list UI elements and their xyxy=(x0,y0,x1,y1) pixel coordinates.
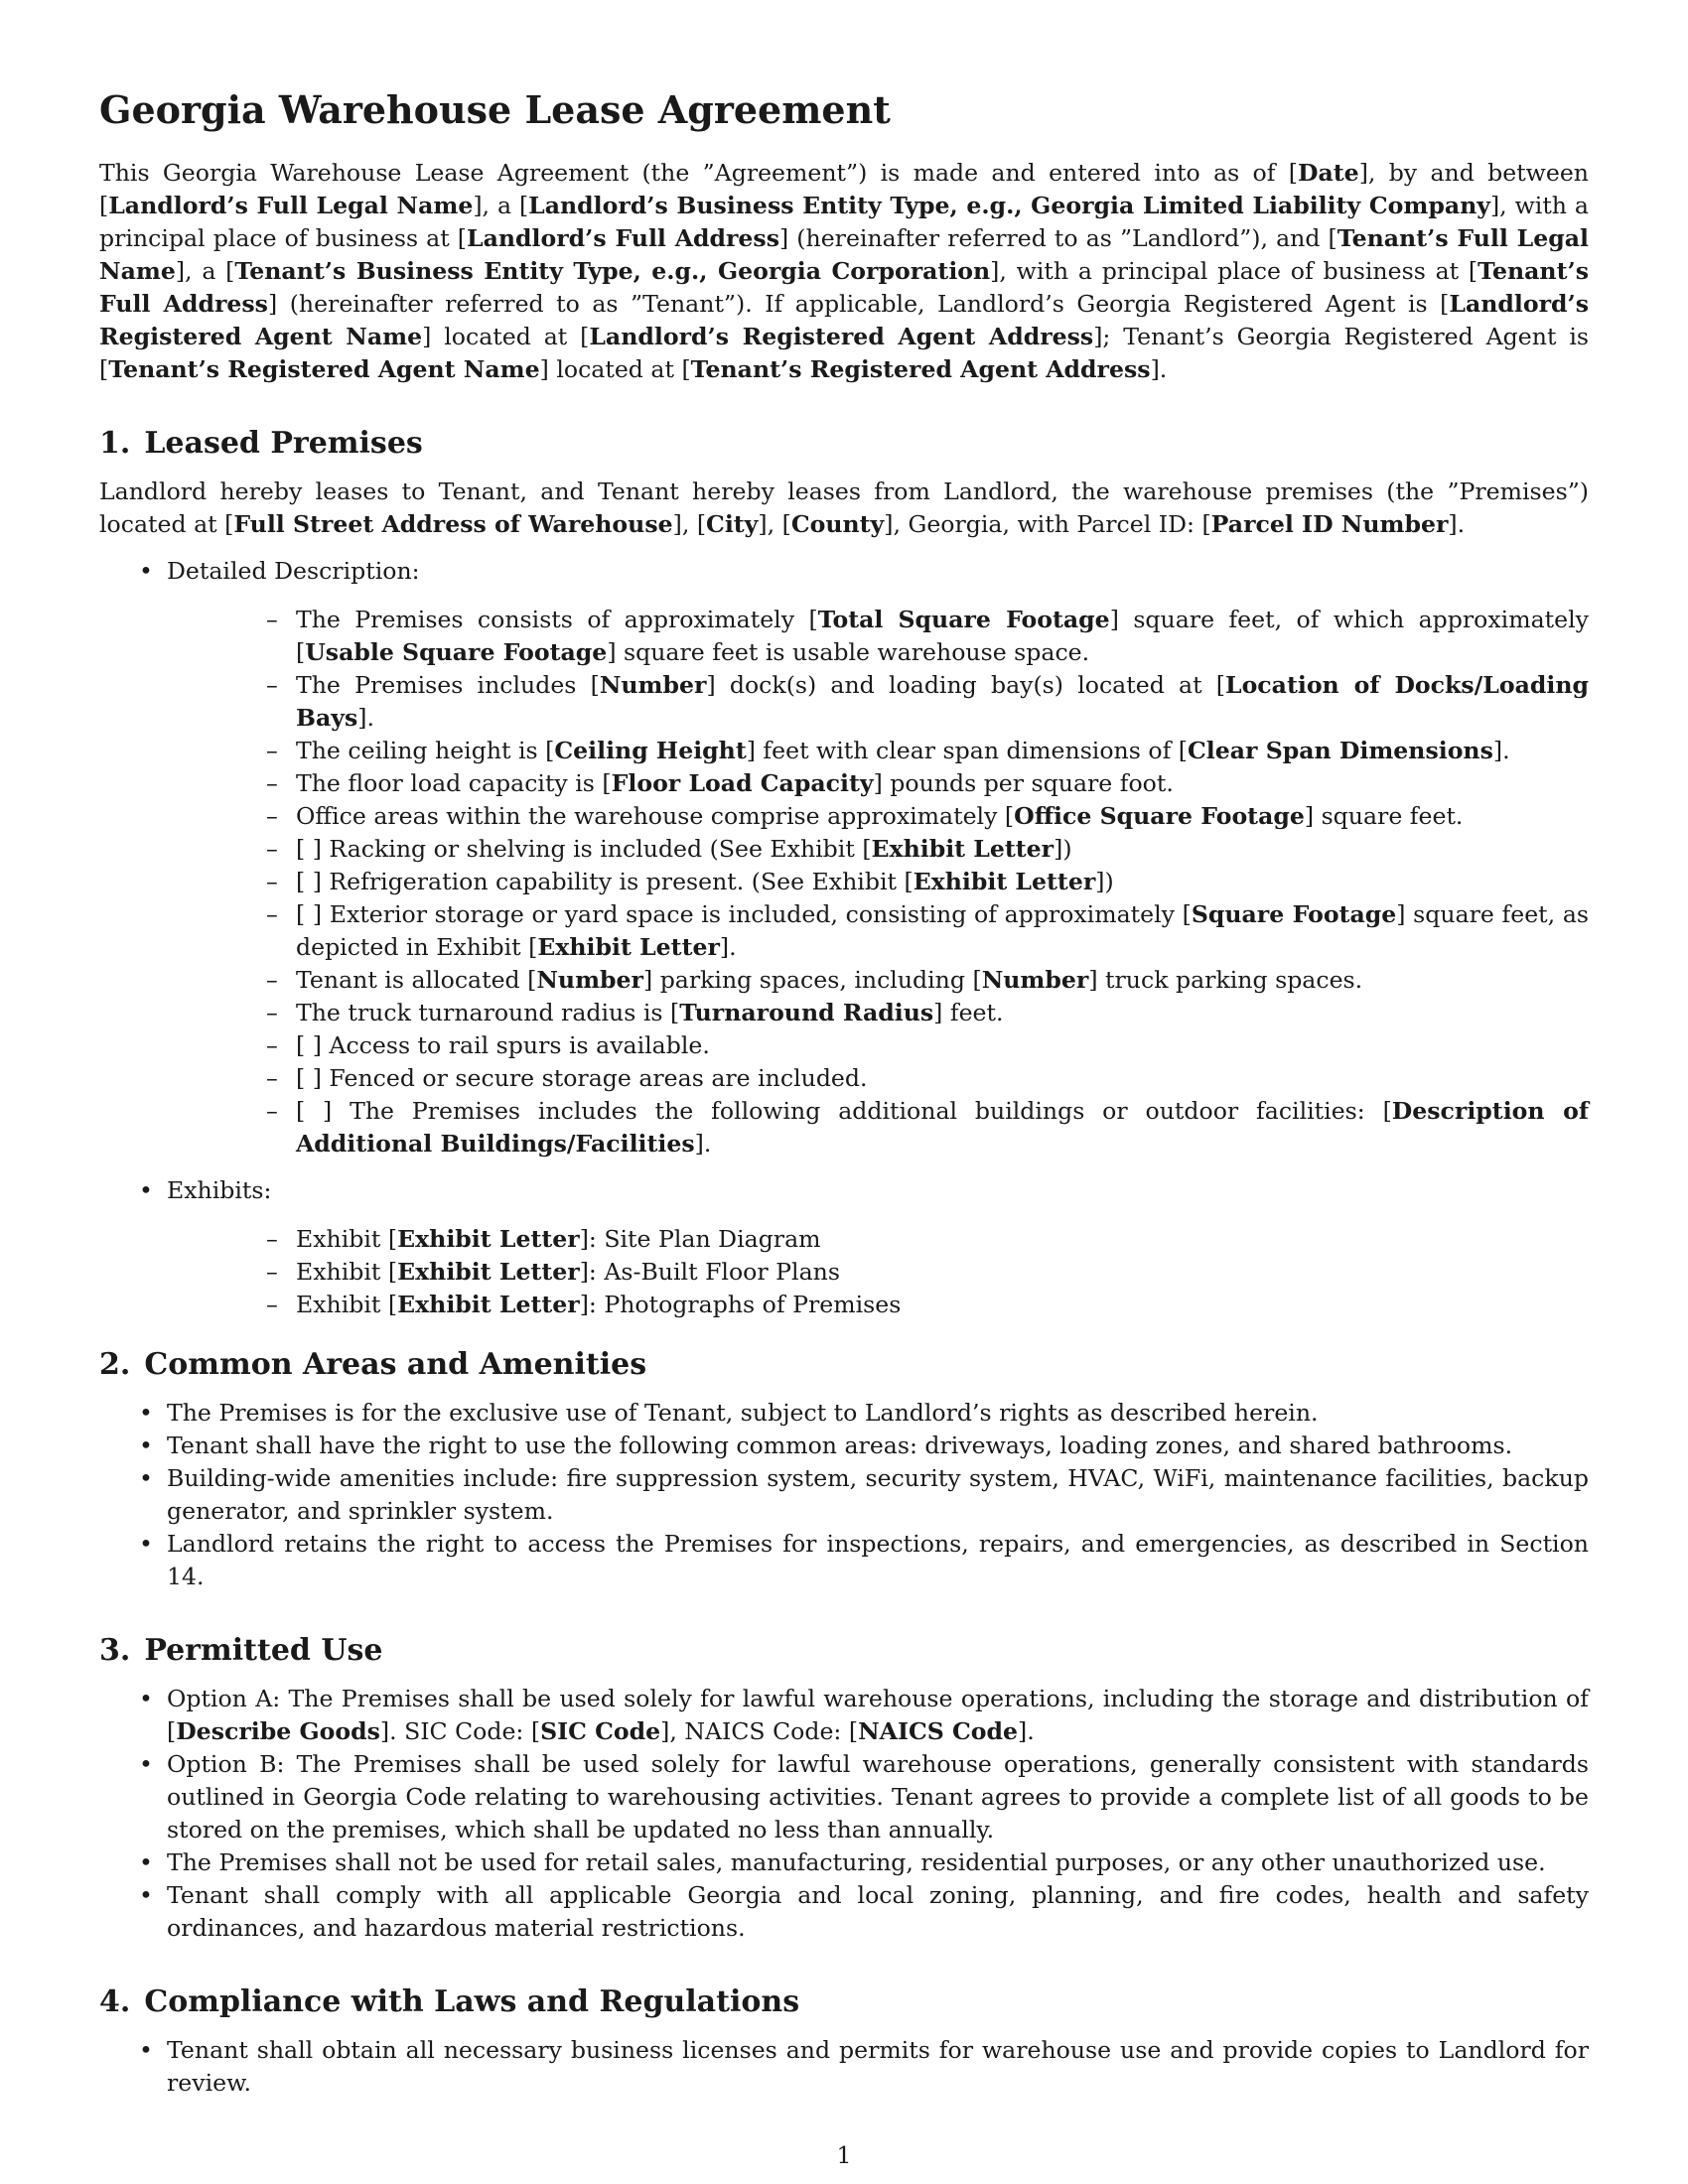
text-run: [ ] Exterior storage or yard space is included, consisting of approximately [ xyxy=(296,899,1192,928)
text-run: ], with a principal place of business at [ xyxy=(990,256,1478,285)
list-item xyxy=(167,898,1589,964)
text-run: ] located at [ xyxy=(422,322,590,350)
list-item xyxy=(167,604,1589,669)
compliance-list xyxy=(99,2034,1589,2100)
text-run: ] feet with clear span dimensions of [ xyxy=(746,736,1189,764)
text-run: The Premises consists of approximately [ xyxy=(296,605,818,633)
list-item xyxy=(99,1879,1589,1945)
text-run: The Premises includes [ xyxy=(296,670,600,699)
text-run: ]. xyxy=(357,703,374,732)
placeholder-field: Date xyxy=(1298,158,1359,187)
list-item xyxy=(167,997,1589,1029)
section-heading xyxy=(99,426,1589,462)
placeholder-field: Number xyxy=(981,965,1089,994)
placeholder-field: Clear Span Dimensions xyxy=(1188,736,1493,764)
section-common-areas xyxy=(99,1347,1589,1593)
text-run: Landlord retains the right to access the Premises for inspections, repairs, and emergencies, as described in Section 14. xyxy=(167,1529,1589,1590)
text-run: ]. xyxy=(694,1129,712,1158)
section-heading xyxy=(99,1984,1589,2020)
text-run: ] dock(s) and loading bay(s) located at [ xyxy=(706,670,1225,699)
text-run: Tenant is allocated [ xyxy=(296,965,537,994)
text-run: The ceiling height is [ xyxy=(296,736,555,764)
placeholder-field: Exhibit Letter xyxy=(871,834,1055,863)
text-run: ]) xyxy=(1095,867,1114,895)
text-run: The Premises shall not be used for retail sales, manufacturing, residential purposes, or any other unauthorized use. xyxy=(167,1847,1546,1876)
list-item xyxy=(167,1062,1589,1095)
text-run: [ ] Access to rail spurs is available. xyxy=(296,1030,710,1059)
text-run: Landlord hereby leases to Tenant, and Tenant hereby leases from Landlord, the warehouse premises (the ”Premises”) located at [ xyxy=(99,477,1589,538)
text-run: ]: As-Built Floor Plans xyxy=(579,1257,840,1286)
text-run: ] pounds per square foot. xyxy=(873,768,1174,797)
document-page xyxy=(99,87,1589,2100)
text-run: ] located at [ xyxy=(539,354,691,383)
text-run: ], [ xyxy=(758,509,791,538)
list-item xyxy=(167,866,1589,898)
placeholder-field: Exhibit Letter xyxy=(537,932,720,961)
placeholder-field: Office Square Footage xyxy=(1014,801,1305,830)
list-item xyxy=(167,735,1589,767)
placeholder-field: Location of Docks/Loading Bays xyxy=(296,670,1589,732)
text-run: The Premises is for the exclusive use of Tenant, subject to Landlord’s rights as described herein. xyxy=(167,1398,1319,1427)
list-item xyxy=(99,1397,1589,1430)
placeholder-field: Exhibit Letter xyxy=(913,867,1096,895)
placeholder-field: Landlord’s Full Legal Name xyxy=(108,191,474,219)
text-run: ]. xyxy=(719,932,737,961)
text-run: ]; Tenant’s Georgia Registered Agent is [ xyxy=(99,322,1589,383)
placeholder-field: Describe Goods xyxy=(176,1716,380,1745)
text-run: ] (hereinafter referred to as ”Tenant”). If applicable, Landlord’s Georgia Registered Agent is [ xyxy=(267,289,1450,318)
premises-list xyxy=(99,555,1589,1321)
list-item xyxy=(167,669,1589,735)
premises-paragraph xyxy=(99,476,1589,541)
text-run: [ ] Fenced or secure storage areas are included. xyxy=(296,1063,868,1092)
list-item xyxy=(99,1528,1589,1593)
text-run: The floor load capacity is [ xyxy=(296,768,612,797)
list-item xyxy=(99,1430,1589,1462)
text-run: [ ] Refrigeration capability is present. (See Exhibit [ xyxy=(296,867,914,895)
placeholder-field: Exhibit Letter xyxy=(397,1224,580,1253)
placeholder-field: City xyxy=(706,509,759,538)
list-item xyxy=(167,800,1589,833)
text-run: ] feet. xyxy=(933,998,1004,1026)
placeholder-field: Total Square Footage xyxy=(817,605,1110,633)
text-run: ]: Site Plan Diagram xyxy=(579,1224,821,1253)
text-run: Exhibit [ xyxy=(296,1257,398,1286)
text-run: This Georgia Warehouse Lease Agreement (the ”Agreement”) is made and entered into as of [ xyxy=(99,158,1299,187)
text-run: Option A: The Premises shall be used solely for lawful warehouse operations, including the storage and distribution of [ xyxy=(167,1684,1589,1745)
list-item xyxy=(99,1462,1589,1528)
placeholder-field: Tenant’s Full Legal Name xyxy=(99,223,1589,285)
document-title: Georgia Warehouse Lease Agreement xyxy=(99,87,891,132)
text-run: ] truck parking spaces. xyxy=(1088,965,1363,994)
text-run: [ ] The Premises includes the following additional buildings or outdoor facilities: [ xyxy=(296,1096,1392,1125)
list-item xyxy=(167,1289,1589,1321)
text-run: Building-wide amenities include: fire suppression system, security system, HVAC, WiFi, maintenance facilities, backup generator, and sprinkler system. xyxy=(167,1463,1589,1525)
placeholder-field: Tenant’s Registered Agent Address xyxy=(690,354,1151,383)
text-run: The truck turnaround radius is [ xyxy=(296,998,680,1026)
page-number: 1 xyxy=(836,2141,852,2169)
placeholder-field: SIC Code xyxy=(540,1716,661,1745)
list-item xyxy=(99,2034,1589,2100)
section-number: 1. xyxy=(99,425,131,461)
placeholder-field: Tenant’s Registered Agent Name xyxy=(108,354,540,383)
text-run: ]. xyxy=(1492,736,1510,764)
section-title: Leased Premises xyxy=(144,425,423,461)
section-title: Permitted Use xyxy=(144,1632,383,1668)
placeholder-field: Exhibit Letter xyxy=(397,1290,580,1318)
list-item xyxy=(167,1223,1589,1256)
text-run: Tenant shall have the right to use the following common areas: driveways, loading zones, and shared bathrooms. xyxy=(167,1431,1513,1459)
section-compliance xyxy=(99,1984,1589,2100)
placeholder-field: Landlord’s Registered Agent Address xyxy=(589,322,1094,350)
text-run: Office areas within the warehouse comprise approximately [ xyxy=(296,801,1015,830)
placeholder-field: Square Footage xyxy=(1191,899,1397,928)
text-run: Exhibit [ xyxy=(296,1290,398,1318)
text-run: ], a [ xyxy=(473,191,529,219)
section-heading xyxy=(99,1633,1589,1669)
list-item xyxy=(99,1683,1589,1748)
text-run: ] (hereinafter referred to as ”Landlord”), and [ xyxy=(779,223,1337,252)
text-run: ], a [ xyxy=(175,256,235,285)
text-run: Exhibit [ xyxy=(296,1224,398,1253)
description-list xyxy=(167,604,1589,1160)
placeholder-field: County xyxy=(790,509,885,538)
detailed-description-label: Detailed Description: xyxy=(167,556,420,585)
permitted-use-list xyxy=(99,1683,1589,1945)
placeholder-field: Floor Load Capacity xyxy=(611,768,874,797)
exhibits-list xyxy=(167,1223,1589,1321)
placeholder-field: Tenant’s Business Entity Type, e.g., Georgia Corporation xyxy=(234,256,991,285)
list-item xyxy=(167,833,1589,866)
placeholder-field: Parcel ID Number xyxy=(1210,509,1449,538)
placeholder-field: Full Street Address of Warehouse xyxy=(233,509,673,538)
placeholder-field: Number xyxy=(599,670,707,699)
section-number: 4. xyxy=(99,1983,131,2019)
text-run: ], [ xyxy=(672,509,707,538)
text-run: ]) xyxy=(1054,834,1072,863)
text-run: ]. xyxy=(1018,1716,1035,1745)
text-run: Option B: The Premises shall be used solely for lawful warehouse operations, generally consistent with standards outlined in Georgia Code relating to warehousing activities. Tenant agrees to provide a complete list of all goods to be stored on the premises, which shall be updated no less than annually. xyxy=(167,1749,1589,1843)
text-run: ], with a principal place of business at [ xyxy=(99,191,1589,252)
text-run: ], by and between [ xyxy=(99,158,1589,219)
list-item xyxy=(167,1256,1589,1289)
section-leased-premises xyxy=(99,426,1589,1321)
text-run: ] square feet, of which approximately [ xyxy=(296,605,1589,666)
text-run: ] square feet is usable warehouse space. xyxy=(607,637,1090,666)
section-heading xyxy=(99,1347,1589,1383)
placeholder-field: Ceiling Height xyxy=(554,736,747,764)
placeholder-field: Landlord’s Registered Agent Name xyxy=(99,289,1590,350)
section-permitted-use xyxy=(99,1633,1589,1945)
placeholder-field: Tenant’s Full Address xyxy=(99,256,1589,318)
list-item xyxy=(167,767,1589,800)
section-number: 3. xyxy=(99,1632,131,1668)
list-item xyxy=(99,1846,1589,1879)
list-item xyxy=(99,555,1589,1160)
text-run: ]. xyxy=(1448,509,1466,538)
list-item xyxy=(167,1095,1589,1160)
list-item xyxy=(99,1174,1589,1321)
placeholder-field: Turnaround Radius xyxy=(679,998,934,1026)
list-item xyxy=(99,1748,1589,1846)
text-run: ]: Photographs of Premises xyxy=(579,1290,902,1318)
text-run: ] square feet. xyxy=(1304,801,1464,830)
text-run: ] square feet, as depicted in Exhibit [ xyxy=(296,899,1589,961)
text-run: ]. SIC Code: [ xyxy=(379,1716,541,1745)
section-title: Common Areas and Amenities xyxy=(144,1346,647,1382)
text-run: Tenant shall obtain all necessary business licenses and permits for warehouse use and provide copies to Landlord for review. xyxy=(167,2035,1589,2097)
text-run: ], Georgia, with Parcel ID: [ xyxy=(884,509,1211,538)
list-item xyxy=(167,964,1589,997)
section-title: Compliance with Laws and Regulations xyxy=(144,1983,800,2019)
exhibits-label: Exhibits: xyxy=(167,1175,272,1204)
text-run: [ ] Racking or shelving is included (See Exhibit [ xyxy=(296,834,872,863)
section-number: 2. xyxy=(99,1346,131,1382)
placeholder-field: Description of Additional Buildings/Facilities xyxy=(296,1096,1589,1158)
text-run: ], NAICS Code: [ xyxy=(660,1716,859,1745)
text-run: ]. xyxy=(1150,354,1168,383)
placeholder-field: NAICS Code xyxy=(858,1716,1019,1745)
placeholder-field: Exhibit Letter xyxy=(397,1257,580,1286)
common-areas-list xyxy=(99,1397,1589,1593)
text-run: Tenant shall comply with all applicable Georgia and local zoning, planning, and fire codes, health and safety ordinances, and hazardous material restrictions. xyxy=(167,1880,1589,1942)
list-item xyxy=(167,1029,1589,1062)
intro-paragraph xyxy=(99,157,1589,386)
placeholder-field: Usable Square Footage xyxy=(305,637,608,666)
placeholder-field: Landlord’s Business Entity Type, e.g., Georgia Limited Liability Company xyxy=(528,191,1490,219)
placeholder-field: Number xyxy=(536,965,643,994)
placeholder-field: Landlord’s Full Address xyxy=(467,223,779,252)
text-run: ] parking spaces, including [ xyxy=(642,965,982,994)
